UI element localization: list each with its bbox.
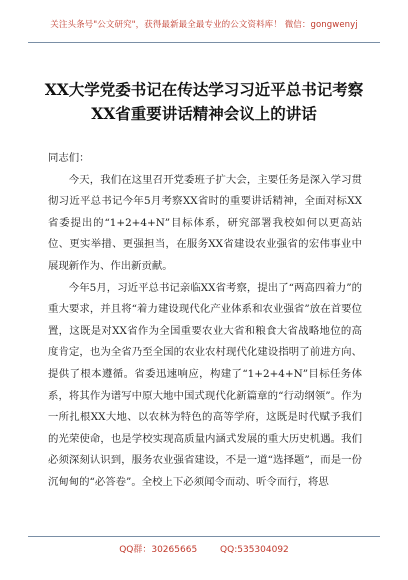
header-banner: 关注头条号"公文研究"，获得最新最全最专业的公文资料库！ 微信：gongwenyj [50, 20, 358, 30]
footer-qq: QQ:535304092 [220, 545, 289, 555]
paragraph: 今天，我们在这里召开党委班子扩大会，主要任务是深入学习贯彻习近平总书记今年5月考察XX省时的重要讲话精神，全面对标XX省委提出的“1+2+4+N”目标体系，研究部署我校如何以更高站位、更实举措、更强担当，在服务XX省建设农业强省的宏伟事业中展现新作为、作出新贡献。 [48, 173, 362, 272]
document-title: XX大学党委书记在传达学习习近平总书记考察XX省重要讲话精神会议上的讲话 [44, 80, 364, 123]
footer-divider [28, 536, 380, 537]
footer [0, 542, 408, 555]
paragraph: 今年5月，习近平总书记亲临XX省考察，提出了“两高四着力”的重大要求，并且将“着力建设现代化产业体系和农业强省”放在首要位置，这既是对XX省作为全国重要农业大省和粮食大省战略地位的高度肯定，也为全省乃至全国的农业农村现代化建设指明了前进方向、提供了根本遵循。省委迅速响应，构建了“1+2+4+N”目标任务体系，将其作为谱写中原大地中国式现代化新篇章的“行动纲领”。作为一所扎根XX大地、以农林为特色的高等学府，这既是时代赋予我们的光荣使命，也是学校实现高质量内涵式发展的重大历史机遇。我们必须深刻认识到，服务农业强省建设，不是一道“选择题”，而是一份沉甸甸的“必答卷”。全校上下必须闻令而动、听令而行，将思 [48, 281, 362, 488]
header-divider [28, 42, 380, 43]
footer-qq-group: QQ群：30265665 [119, 545, 198, 555]
salutation: 同志们： [48, 152, 90, 164]
document-body [48, 148, 362, 494]
